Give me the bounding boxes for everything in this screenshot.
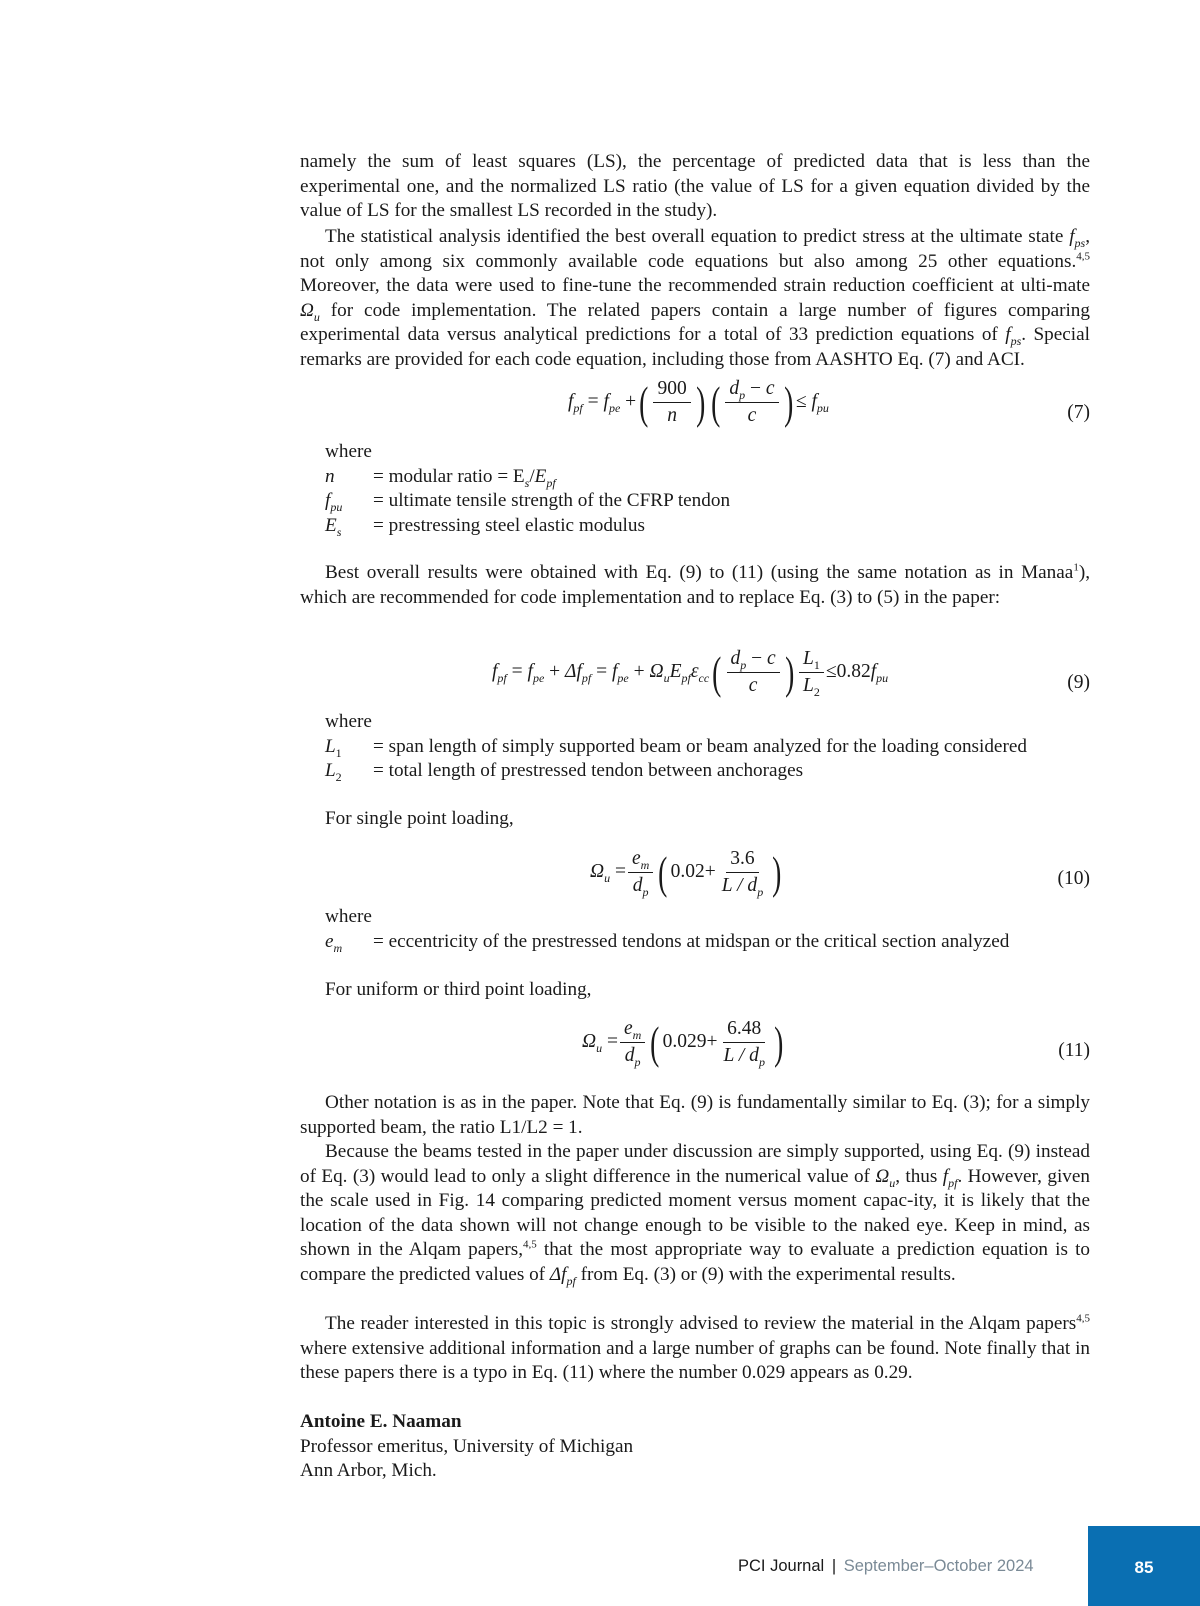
def-symbol: e bbox=[325, 930, 334, 952]
eq11-constant: 0.029 bbox=[662, 1030, 707, 1052]
paragraph-1 bbox=[300, 150, 1090, 224]
def-subscript: 1 bbox=[335, 745, 342, 760]
equation-7: $f_{pf} = f_{pe}$ +( $\frac{900}{n}$ ) ( $\frac{d_p - c}{c}$ ) ≤ $f_{pu}$ bbox=[568, 376, 829, 428]
single-point-text: For single point loading, bbox=[325, 808, 514, 829]
p5-text-a: Because the beams tested in the paper under discussion are simply supported, using Eq. (9) instead of Eq. (3) would lead to only a slight difference in the numerical value of bbox=[300, 1141, 1090, 1187]
def-symbol: n bbox=[325, 465, 335, 487]
p5-text-e: from Eq. (3) or (9) with the experimental results. bbox=[575, 1263, 956, 1285]
author-location: Ann Arbor, Mich. bbox=[300, 1460, 437, 1481]
def-subscript: m bbox=[333, 940, 343, 955]
where-block-2 bbox=[325, 710, 1027, 784]
def-text: = total length of prestressed tendon between anchorages bbox=[373, 760, 804, 781]
equation-10-number: (10) bbox=[1057, 868, 1090, 889]
eq7-numerator: 900 bbox=[653, 378, 690, 403]
paragraph-6 bbox=[300, 1312, 1090, 1386]
definition-row: $f_{pu}$ = ultimate tensile strength of the CFRP tendon bbox=[325, 490, 731, 514]
equation-11-number: (11) bbox=[1058, 1040, 1090, 1061]
author-name: Antoine E. Naaman bbox=[300, 1411, 462, 1432]
paragraph-5: Because the beams tested in the paper under discussion are simply supported, using Eq. (9) instead of Eq. (3) would lead to only a slight difference in the numerical value of $\Omega_u$, thus $f_{pf}$. However, given the scale used in Fig. 14 comparing predicted moment versus moment capac-ity, it is likely that the location of the data shown will not change enough to be visible to the naked eye. Keep in mind, as shown in the Alqam papers,$^{4,5}$ that the most appropriate way to evaluate a prediction equation is to compare the predicted values of $\Delta f_{pf}$ from Eq. (3) or (9) with the experimental results. bbox=[300, 1141, 1090, 1288]
equation-11: $\Omega_u$ = $\frac{e_m}{d_p}$ ( 0.029+ $\frac{6.48}{L / d_p}$ ) bbox=[582, 1016, 784, 1069]
citation-ref: 4,5 bbox=[1076, 1312, 1090, 1325]
equation-10: $\Omega_u$ = $\frac{e_m}{d_p}$ ( 0.02+ $\frac{3.6}{L / d_p}$ ) bbox=[590, 846, 782, 899]
p2-text-e: . Special remarks are provided for each code equation, including those from AASHTO Eq. (7) and ACI. bbox=[300, 324, 1090, 370]
definition-row bbox=[325, 735, 1027, 760]
uniform-text: For uniform or third point loading, bbox=[325, 979, 592, 1000]
p2-text-d: for code implementation. The related papers contain a large number of figures comparing experimental data versus analytical predictions for a total of 33 prediction equations of bbox=[300, 299, 1090, 345]
p2-text-a: The statistical analysis identified the best overall equation to predict stress at the ultimate state bbox=[325, 226, 1070, 247]
paragraph-2: The statistical analysis identified the best overall equation to predict stress at the ultimate state $f_{ps}$, not only among six commonly available code equations but also among 25 other equations.$^{4,5}$ Moreover, the data were used to fine-tune the recommended strain reduction coefficient at ulti-mate $\Omega_u$ for code implementation. The related papers contain a large number of figures comparing experimental data versus analytical predictions for a total of 33 prediction equations of $f_{ps}$. Special remarks are provided for each code equation, including those from AASHTO Eq. (7) and ACI. bbox=[300, 226, 1090, 370]
p5-text-c: . However, given the scale used in Fig. 14 comparing predicted moment versus moment capac-ity, it is likely that the location of the data shown will not change enough to be visible to the naked eye. Keep in mind, as shown in the Alqam papers, bbox=[300, 1165, 1090, 1260]
p3-text-b: ), which are recommended for code implementation and to replace Eq. (3) to (5) in the paper: bbox=[300, 562, 1090, 608]
journal-name: PCI Journal bbox=[738, 1557, 825, 1575]
where-label: where bbox=[325, 906, 372, 927]
where-label: where bbox=[325, 441, 372, 462]
footer-journal bbox=[738, 1557, 1034, 1576]
definition-row bbox=[325, 930, 1009, 955]
eq11-numerator: 6.48 bbox=[723, 1018, 765, 1043]
def-text: = prestressing steel elastic modulus bbox=[373, 514, 645, 536]
eq7-denominator: n bbox=[667, 405, 677, 426]
definition-row bbox=[325, 759, 1027, 784]
eq10-constant: 0.02 bbox=[670, 860, 705, 882]
equation-7-number: (7) bbox=[1067, 402, 1090, 423]
author-title: Professor emeritus, University of Michigan bbox=[300, 1435, 634, 1457]
single-point-heading bbox=[300, 807, 1090, 832]
def-text: = span length of simply supported beam or beam analyzed for the loading considered bbox=[373, 735, 1027, 757]
eq9-coefficient: 0.82 bbox=[836, 660, 871, 682]
p2-text-b: , not only among six commonly available code equations but also among 25 other equations. bbox=[300, 226, 1090, 272]
definition-row: n = modular ratio = $E_s/E_{pf}$ bbox=[325, 465, 556, 490]
equation-9-number: (9) bbox=[1067, 672, 1090, 693]
footer-separator: | bbox=[831, 1557, 837, 1575]
p5-text-b: , thus bbox=[895, 1165, 943, 1187]
def-symbol: f bbox=[325, 490, 331, 511]
author-signature bbox=[300, 1410, 633, 1484]
p6-text-a: The reader interested in this topic is strongly advised to review the material in the Alqam papers bbox=[325, 1313, 1077, 1334]
p2-text-c: Moreover, the data were used to fine-tune the recommended strain reduction coefficient at ulti-mate bbox=[300, 275, 1090, 296]
equation-9: $f_{pf} = f_{pe} + \Delta f_{pf} = f_{pe} + \Omega_uE_{pf}\varepsilon_{cc}$( $\frac{d_p - c}{c}$ ) $\frac{L_1}{L_2}$ $\le 0.82f_{pu}$ bbox=[492, 646, 889, 699]
def-symbol: E bbox=[325, 514, 337, 536]
eq10-numerator: 3.6 bbox=[726, 848, 758, 873]
definition-row: $E_s$ = prestressing steel elastic modulus bbox=[325, 514, 645, 539]
uniform-heading bbox=[300, 978, 1090, 1003]
citation-ref: 4,5 bbox=[1076, 250, 1090, 263]
issue-date: September–October 2024 bbox=[843, 1557, 1034, 1575]
def-text: = ultimate tensile strength of the CFRP tendon bbox=[373, 490, 731, 511]
page-number: 85 bbox=[1134, 1558, 1154, 1577]
citation-ref: 1 bbox=[1073, 561, 1079, 574]
def-text: = eccentricity of the prestressed tendons at midspan or the critical section analyzed bbox=[373, 930, 1010, 952]
p5-text-d: that the most appropriate way to evaluate a prediction equation is to compare the predicted values of bbox=[300, 1239, 1090, 1285]
paragraph-4 bbox=[300, 1091, 1090, 1140]
def-text: = modular ratio = E bbox=[373, 465, 525, 487]
def-symbol: L bbox=[325, 735, 336, 757]
def-symbol: L bbox=[325, 760, 336, 781]
page-number-box bbox=[1088, 1526, 1200, 1606]
paragraph-1-text: namely the sum of least squares (LS), the percentage of predicted data that is less than the experimental one, and the normalized LS ratio (the value of LS for a given equation divided by the value of LS for the smallest LS recorded in the study). bbox=[300, 151, 1090, 221]
citation-ref: 4,5 bbox=[523, 1238, 537, 1251]
def-subscript: 2 bbox=[335, 769, 342, 784]
where-block-1 bbox=[325, 440, 730, 538]
where-label: where bbox=[325, 711, 372, 732]
paragraph-4-text: Other notation is as in the paper. Note that Eq. (9) is fundamentally similar to Eq. (3); for a simply supported beam, the ratio L1/L2 = 1. bbox=[300, 1092, 1090, 1138]
paragraph-3 bbox=[300, 561, 1090, 610]
p6-text-b: where extensive additional information and a large number of graphs can be found. Note finally that in these papers there is a typo in Eq. (11) where the number 0.029 appears as 0.29. bbox=[300, 1337, 1090, 1383]
p3-text-a: Best overall results were obtained with Eq. (9) to (11) (using the same notation as in Manaa bbox=[325, 562, 1074, 583]
where-block-3 bbox=[325, 905, 1009, 954]
